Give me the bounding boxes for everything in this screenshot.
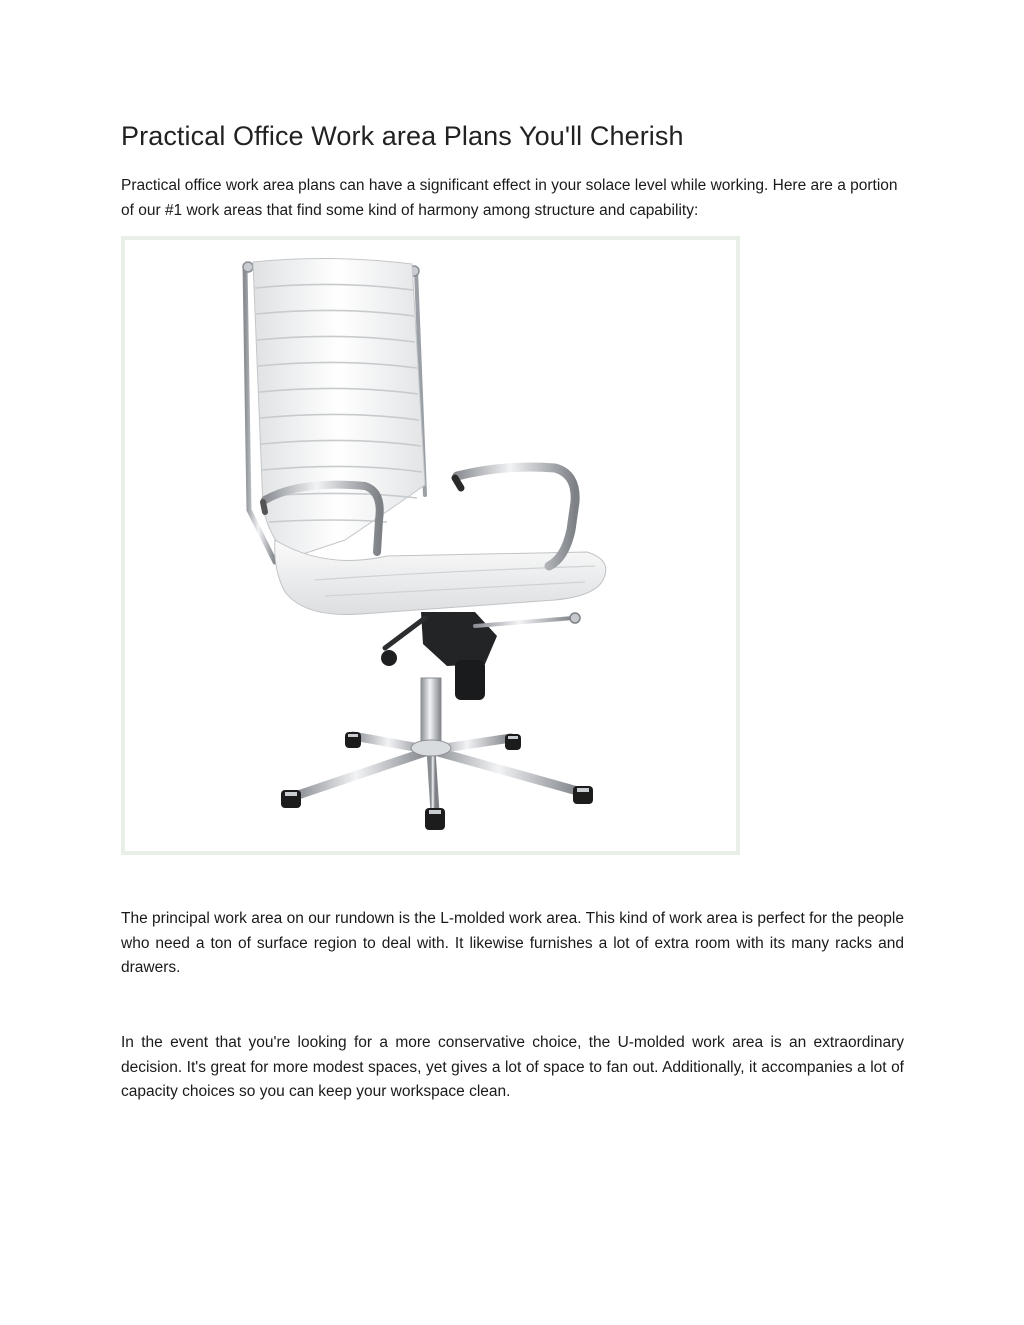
u-shaped-desk-paragraph: In the event that you're looking for a more conservative choice, the U-molded work area is an extraordinary decision. It's great for more modest spaces, yet gives a lot of space to fan out. Additionally, it accompanies a lot of capacity choices so you can keep your workspace clean. xyxy=(121,1034,904,1100)
l-shaped-desk-paragraph: The principal work area on our rundown is the L-molded work area. This kind of work area is perfect for the people who need a ton of surface region to deal with. It likewise furnishes a lot of extra room with its many racks and drawers. xyxy=(121,910,904,976)
intro-paragraph: Practical office work area plans can have a significant effect in your solace level while working. Here are a portion of our #1 work areas that find some kind of harmony among structure and capability: xyxy=(121,177,898,219)
office-chair-image xyxy=(121,236,740,855)
office-chair-illustration xyxy=(125,240,736,851)
page-title: Practical Office Work area Plans You'll Cherish xyxy=(121,121,684,151)
